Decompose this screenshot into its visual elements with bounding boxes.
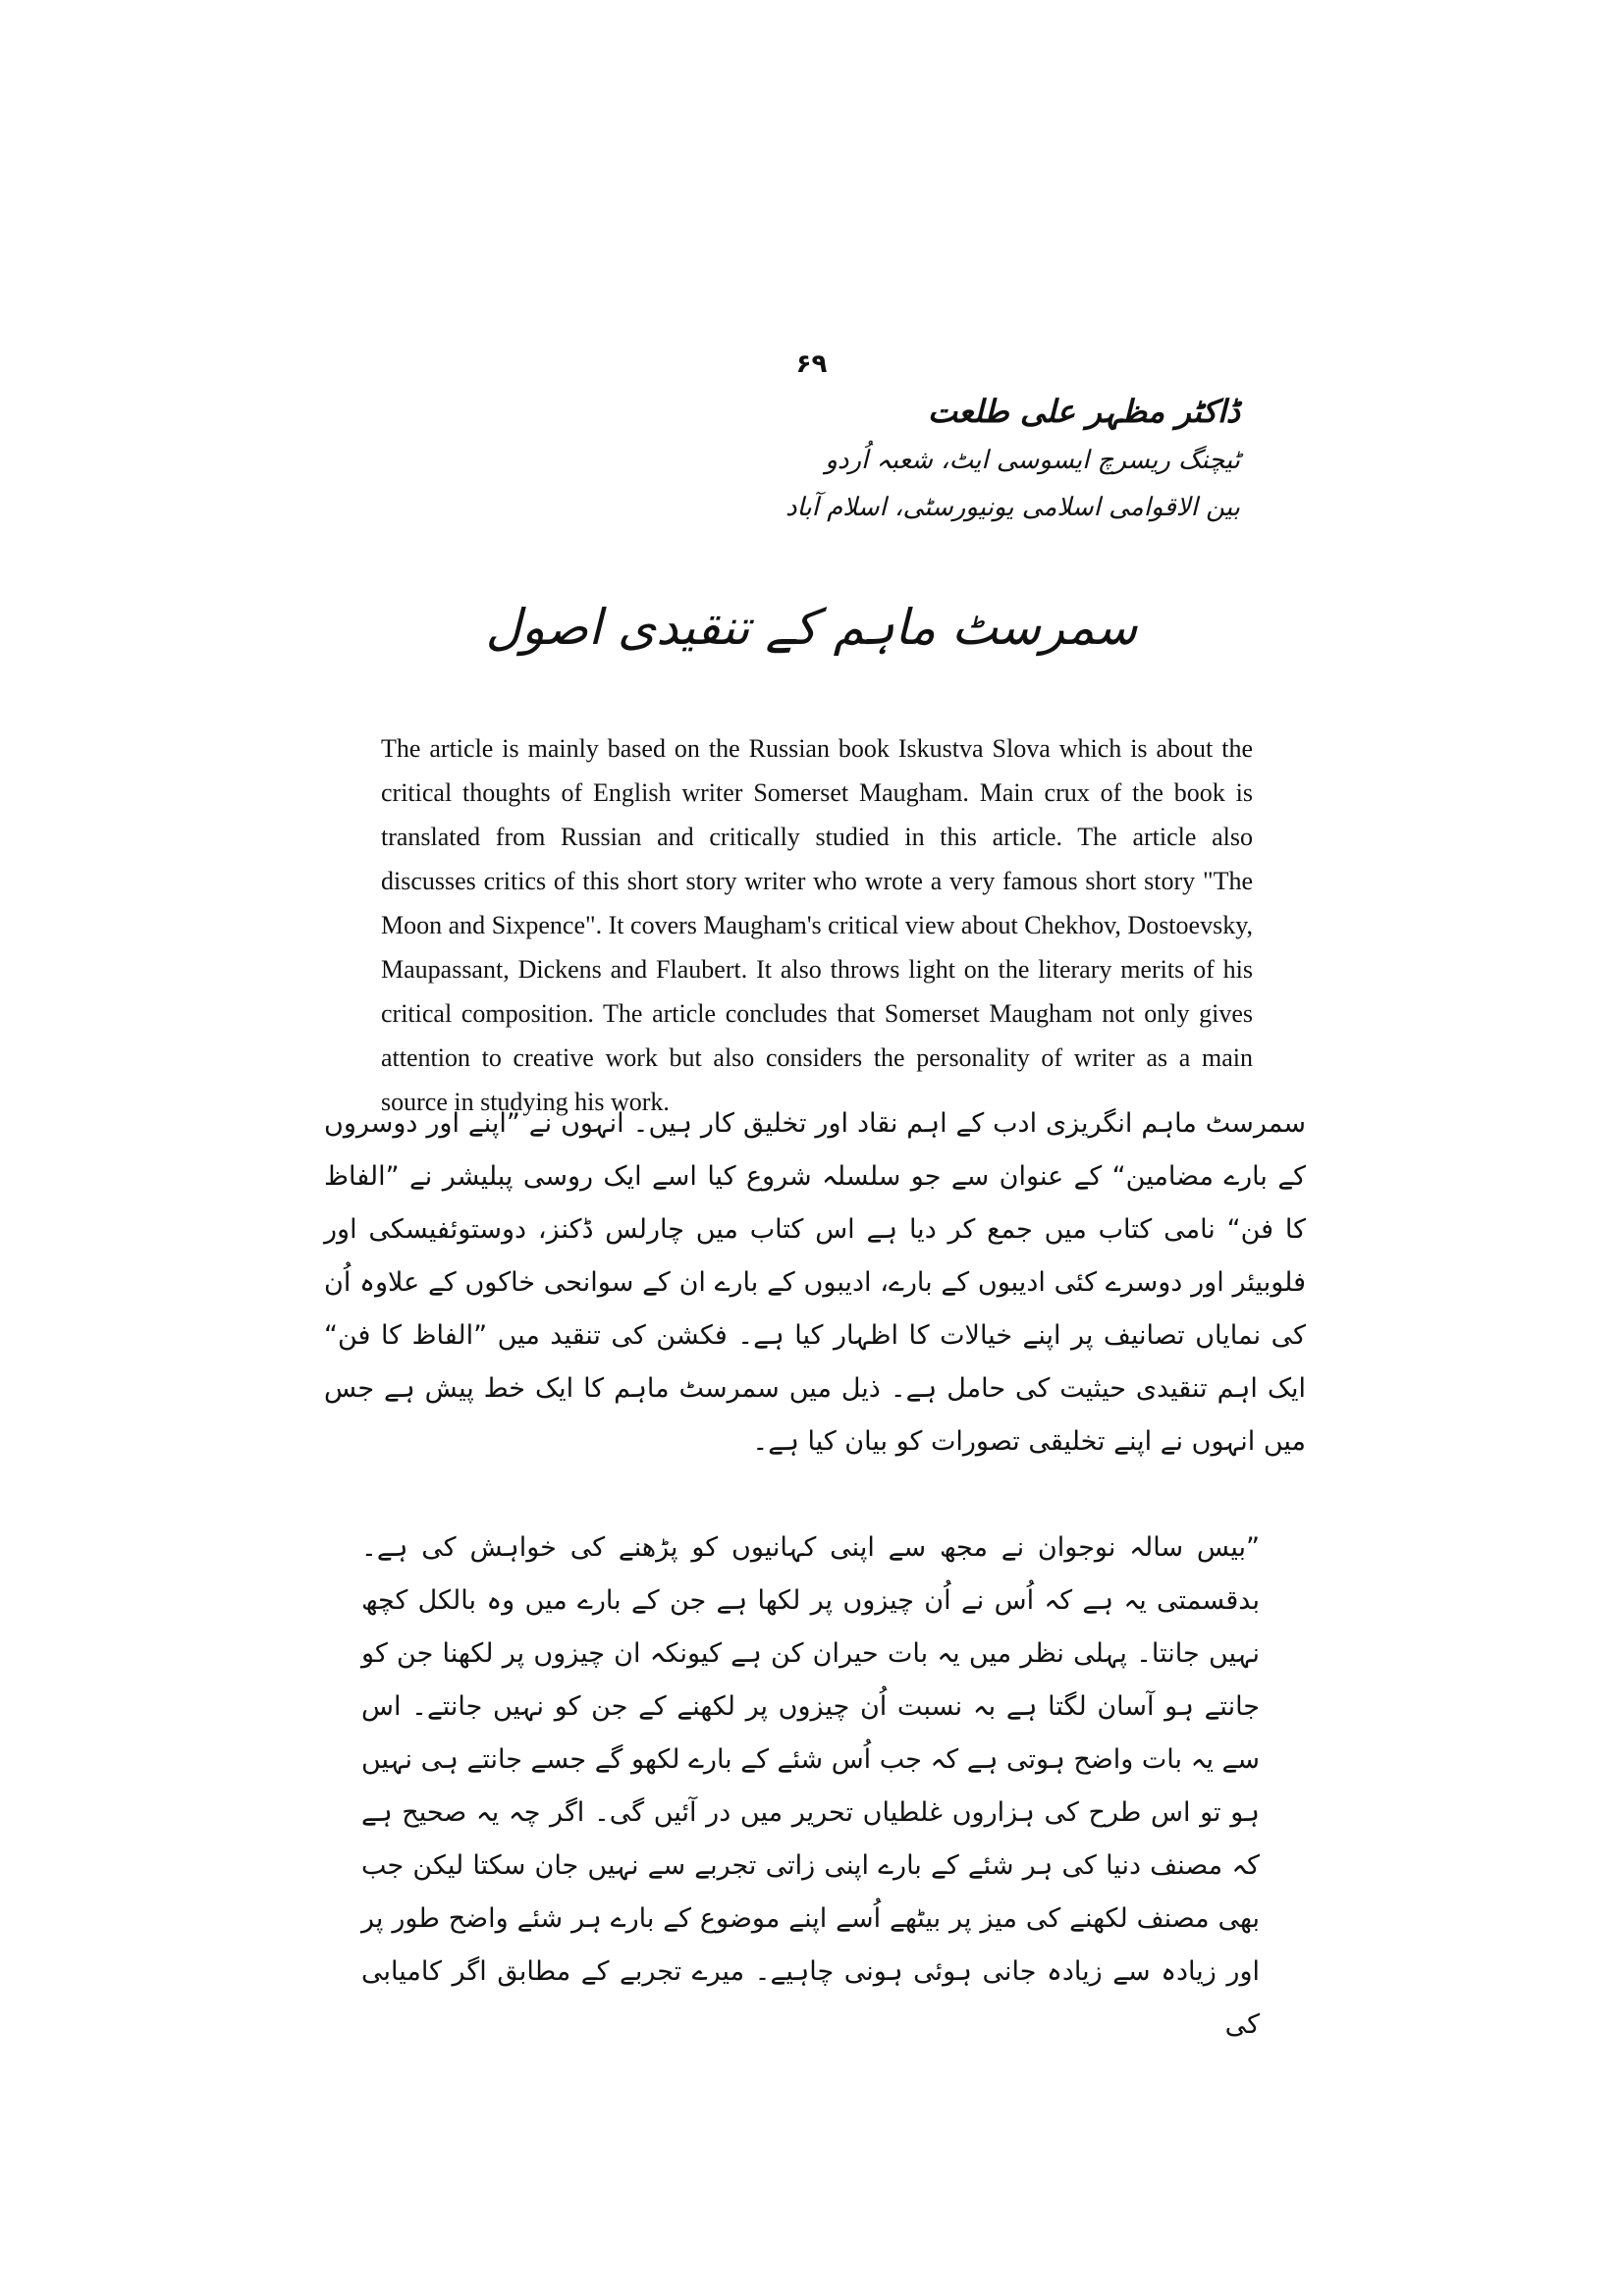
page-number: ۶۹: [795, 349, 828, 379]
author-designation: ٹیچنگ ریسرچ ایسوسی ایٹ، شعبہ اُردو: [825, 446, 1240, 475]
block-quote: ”بیس سالہ نوجوان نے مجھ سے اپنی کہانیوں کو پڑھنے کی خواہش کی ہے۔ بدقسمتی یہ ہے کہ اُس نے اُن چیزوں پر لکھا ہے جن کے بارے میں وہ بالکل کچھ نہیں جانتا۔ پہلی نظر میں یہ بات حیران کن ہے کیونکہ ان چیزوں پر لکھنا جن کو جانتے ہو آسان لگتا ہے بہ نسبت اُن چیزوں پر لکھنے کے جن کو نہیں جانتے۔ اس سے یہ بات واضح ہوتی ہے کہ جب اُس شئے کے بارے لکھو گے جسے جانتے ہی نہیں ہو تو اس طرح کی ہزاروں غلطیاں تحریر میں در آئیں گی۔ اگر چہ یہ صحیح ہے کہ مصنف دنیا کی ہر شئے کے بارے اپنی زاتی تجربے سے نہیں جان سکتا لیکن جب بھی مصنف لکھنے کی میز پر بیٹھے اُسے اپنے موضوع کے بارے ہر شئے واضح طور پر اور زیادہ سے زیادہ جانی ہوئی ہونی چاہیے۔ میرے تجربے کے مطابق اگر کامیابی کی: [361, 1532, 1260, 2040]
abstract: The article is mainly based on the Russian book Iskustva Slova which is about the critical thoughts of English writer Somerset Maugham. Main crux of the book is translated from Russian and critically studied in this article. The article also discusses critics of this short story writer who wrote a very famous short story "The Moon and Sixpence". It covers Maugham's critical view about Chekhov, Dostoevsky, Maupassant, Dickens and Flaubert. It also throws light on the literary merits of his critical composition. The article concludes that Somerset Maugham not only gives attention to creative work but also considers the personality of writer as a main source in studying his work.: [381, 734, 1253, 1116]
author-name: ڈاکٹر مظہر علی طلعت: [927, 393, 1240, 430]
body-paragraph: سمرسٹ ماہم انگریزی ادب کے اہم نقاد اور تخلیق کار ہیں۔ انہوں نے ”اپنے اور دوسروں کے بارے مضامین“ کے عنوان سے جو سلسلہ شروع کیا اسے ایک روسی پبلیشر نے ”الفاظ کا فن“ نامی کتاب میں جمع کر دیا ہے اس کتاب میں چارلس ڈکنز، دوستوئفیسکی اور فلوبیئر اور دوسرے کئی ادیبوں کے بارے، ادیبوں کے بارے ان کے سوانحی خاکوں کے علاوہ اُن کی نمایاں تصانیف پر اپنے خیالات کا اظہار کیا ہے۔ فکشن کی تنقید میں ”الفاظ کا فن“ ایک اہم تنقیدی حیثیت کی حامل ہے۔ ذیل میں سمرسٹ ماہم کا ایک خط پیش ہے جس میں انہوں نے اپنے تخلیقی تصورات کو بیان کیا ہے۔: [324, 1108, 1306, 1457]
author-block: [455, 393, 1240, 540]
author-institution: بین الاقوامی اسلامی یونیورسٹی، اسلام آباد: [784, 493, 1240, 522]
article-title: سمرسٹ ماہم کے تنقیدی اصول: [485, 599, 1138, 656]
